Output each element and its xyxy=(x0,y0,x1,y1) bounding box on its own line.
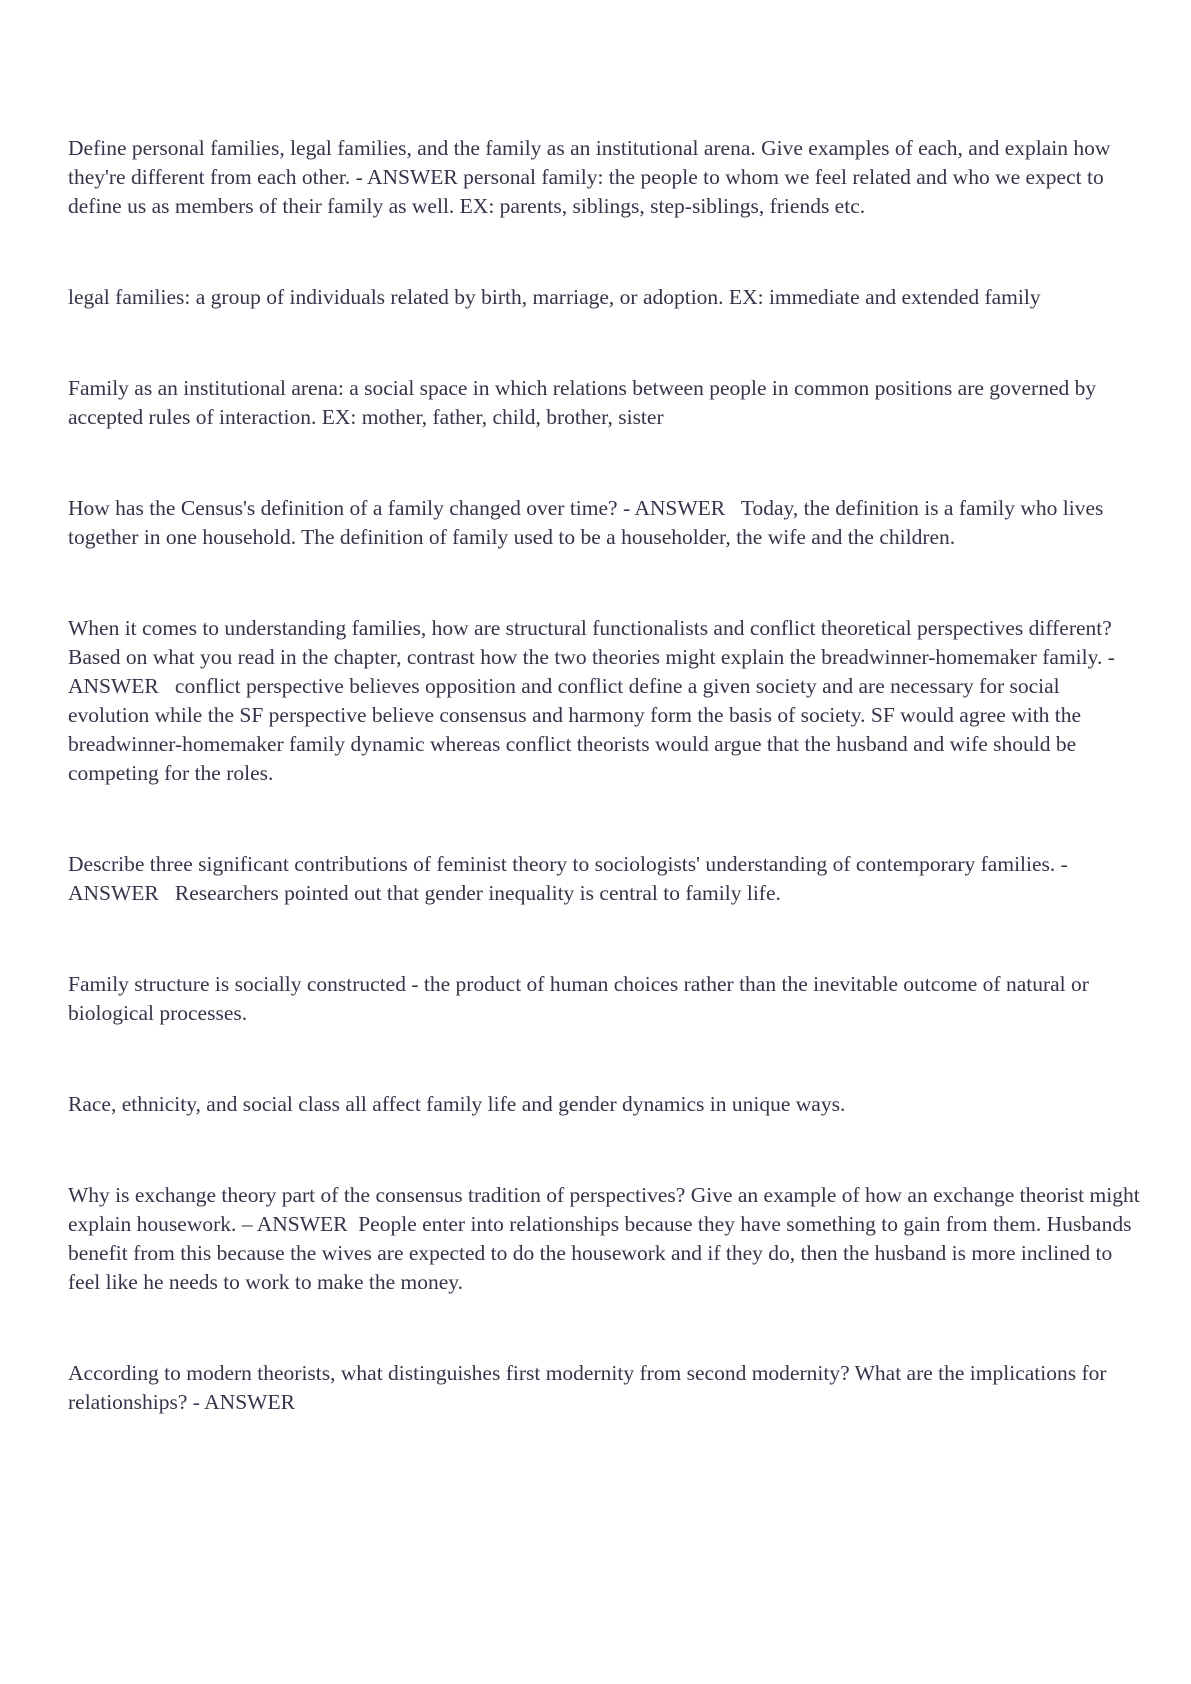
qa-paragraph-legal-families: legal families: a group of individuals related by birth, marriage, or adoption. EX: immediate and extended family xyxy=(68,285,1041,309)
qa-paragraph-personal-families: Define personal families, legal families, and the family as an institutional arena. Give examples of each, and explain how they're different from each other. - ANSWER personal family: the people to whom we feel related and who we expect to define us as members of their family as well. EX: parents, siblings, step-siblings, friends etc. xyxy=(68,136,1116,218)
qa-paragraph-race-ethnicity: Race, ethnicity, and social class all affect family life and gender dynamics in unique ways. xyxy=(68,1092,846,1116)
qa-paragraph-institutional-arena: Family as an institutional arena: a social space in which relations between people in common positions are governed by accepted rules of interaction. EX: mother, father, child, brother, sister xyxy=(68,376,1102,429)
qa-paragraph-family-structure: Family structure is socially constructed - the product of human choices rather than the inevitable outcome of natural or biological processes. xyxy=(68,972,1095,1025)
document-body xyxy=(68,134,1146,1417)
qa-paragraph-census-definition: How has the Census's definition of a family changed over time? - ANSWER Today, the definition is a family who lives together in one household. The definition of family used to be a householder, the wife and the children. xyxy=(68,496,1109,549)
qa-paragraph-feminist-theory: Describe three significant contributions of feminist theory to sociologists' understanding of contemporary families. - ANSWER Researchers pointed out that gender inequality is central to family life. xyxy=(68,852,1073,905)
qa-paragraph-structural-vs-conflict: When it comes to understanding families, how are structural functionalists and conflict theoretical perspectives different? Based on what you read in the chapter, contrast how the two theories might explain the breadwinner-homemaker family. - ANSWER conflict perspective believes opposition and conflict define a given society and are necessary for social evolution while the SF perspective believe consensus and harmony form the basis of society. SF would agree with the breadwinner-homemaker family dynamic whereas conflict theorists would argue that the husband and wife should be competing for the roles. xyxy=(68,616,1120,785)
qa-paragraph-modernity: According to modern theorists, what distinguishes first modernity from second modernity? What are the implications for relationships? - ANSWER xyxy=(68,1361,1112,1414)
qa-paragraph-exchange-theory: Why is exchange theory part of the consensus tradition of perspectives? Give an example of how an exchange theorist might explain housework. – ANSWER People enter into relationships because they have something to gain from them. Husbands benefit from this because the wives are expected to do the housework and if they do, then the husband is more inclined to feel like he needs to work to make the money. xyxy=(68,1183,1146,1294)
